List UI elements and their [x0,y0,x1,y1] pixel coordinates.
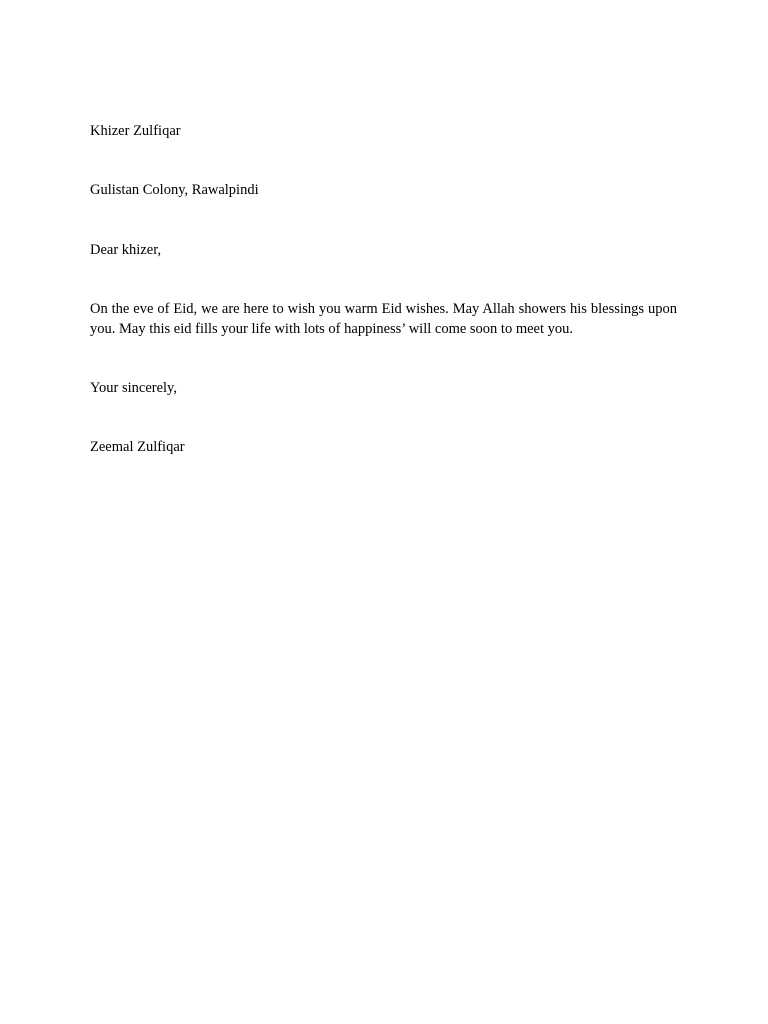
sender-name: Zeemal Zulfiqar [90,439,185,455]
letter-body: On the eve of Eid, we are here to wish you warm Eid wishes. May Allah showers his blessings upon you. May this eid fills your life with lots of happiness’ will come soon to meet you. [90,301,677,337]
recipient-address: Gulistan Colony, Rawalpindi [90,182,259,198]
salutation: Dear khizer, [90,242,162,258]
closing: Your sincerely, [90,380,177,396]
recipient-name: Khizer Zulfiqar [90,123,181,139]
